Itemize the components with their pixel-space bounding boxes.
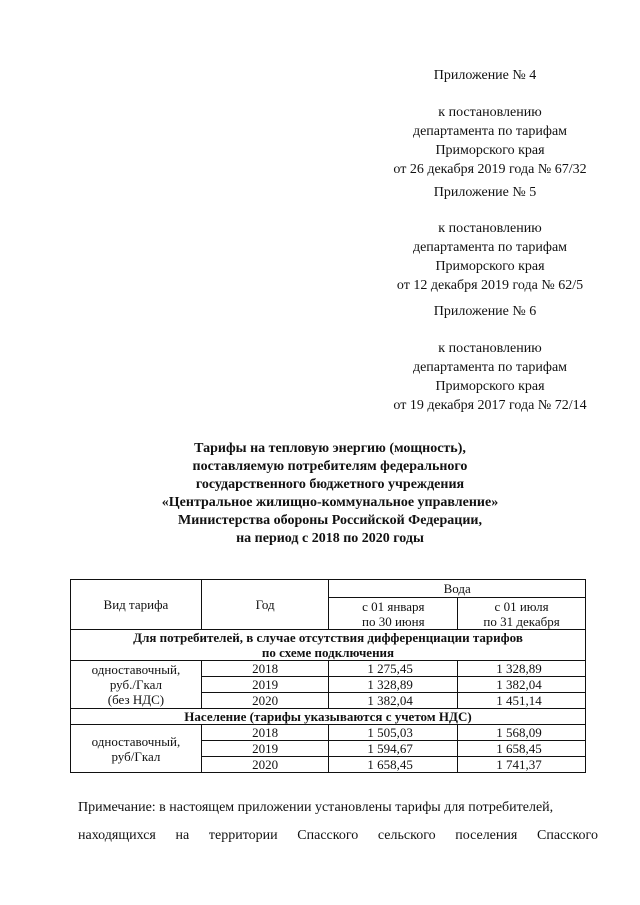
tariff-type-line: одноставочный, [91,662,181,677]
note-paragraph [78,794,598,850]
section-1-line: Для потребителей, в случае отсутствия дифференциации тарифов [133,630,523,645]
ref-line: департамента по тарифам [412,124,568,139]
value-cell: 1 741,37 [458,757,586,773]
section-1-heading [71,630,586,661]
tariff-type-cell [71,661,202,709]
appendix-6 [380,302,590,321]
appendix-number: Приложение № 4 [433,68,537,83]
value-cell: 1 594,67 [329,741,458,757]
note-line-1: Примечание: в настоящем приложении установлены тарифы для потребителей, [78,800,554,815]
tariff-type-line: руб/Гкал [111,748,161,764]
ref-line: от 12 декабря 2019 года № 62/5 [396,278,584,293]
table-row [71,725,586,741]
value-cell: 1 451,14 [458,693,586,709]
appendix-number: Приложение № 5 [433,185,537,200]
header-period-1-line: с 01 января [362,598,425,614]
tariff-type-cell [71,725,202,773]
header-period-2-line: по 31 декабря [483,613,560,629]
ref-line: от 26 декабря 2019 года № 67/32 [393,162,587,177]
ref-line: к постановлению [438,221,542,236]
ref-line: Приморского края [435,143,545,158]
header-period-2-line: с 01 июля [494,598,549,614]
table-header-row [71,580,586,598]
header-tariff-type: Вид тарифа [71,580,202,630]
header-period-1 [329,598,458,630]
value-cell: 1 505,03 [329,725,458,741]
value-cell: 1 658,45 [329,757,458,773]
value-cell: 1 275,45 [329,661,458,677]
note-word: территории [208,828,278,843]
document-title [120,440,540,548]
title-line: государственного бюджетного учреждения [195,477,465,492]
note-word: сельского [377,828,436,843]
header-year: Год [201,580,329,630]
tariff-type-line: руб./Гкал [109,677,162,692]
header-period-2 [458,598,586,630]
title-line: на период с 2018 по 2020 годы [236,531,424,546]
ref-line: Приморского края [435,259,545,274]
ref-line: департамента по тарифам [412,360,568,375]
appendix-5-ref [360,219,620,295]
title-line: поставляемую потребителям федерального [192,459,468,474]
title-line: Тарифы на тепловую энергию (мощность), [194,441,466,456]
tariff-type-line: (без НДС) [107,692,165,707]
year-cell: 2020 [201,693,329,709]
ref-line: от 19 декабря 2017 года № 72/14 [393,398,587,413]
year-cell: 2018 [201,725,329,741]
ref-line: к постановлению [438,105,542,120]
appendix-6-ref [360,339,620,415]
appendix-4-ref [360,103,620,179]
value-cell: 1 328,89 [458,661,586,677]
value-cell: 1 382,04 [329,693,458,709]
header-period-1-line: по 30 июня [362,613,425,629]
tariffs-table [70,579,586,773]
value-cell: 1 658,45 [458,741,586,757]
section-2-heading: Население (тарифы указываются с учетом НДС) [71,709,586,725]
value-cell: 1 568,09 [458,725,586,741]
value-cell: 1 328,89 [329,677,458,693]
section-row-1 [71,630,586,661]
note-word: Спасского [536,828,598,843]
appendix-5 [380,183,590,202]
ref-line: Приморского края [435,379,545,394]
ref-line: к постановлению [438,341,542,356]
title-line: «Центральное жилищно-коммунальное управление» [161,495,499,510]
appendix-4 [380,66,590,85]
header-water: Вода [329,580,586,598]
year-cell: 2020 [201,757,329,773]
ref-line: департамента по тарифам [412,240,568,255]
note-word: находящихся [78,828,156,843]
year-cell: 2019 [201,741,329,757]
note-line-2 [78,822,598,850]
note-word: поселения [455,828,518,843]
table-row [71,661,586,677]
year-cell: 2018 [201,661,329,677]
note-word: Спасского [297,828,359,843]
title-line: Министерства обороны Российской Федерации, [177,513,482,528]
section-1-line: по схеме подключения [261,645,395,660]
value-cell: 1 382,04 [458,677,586,693]
year-cell: 2019 [201,677,329,693]
section-row-2 [71,709,586,725]
note-word: на [175,828,190,843]
tariff-type-line: одноставочный, [91,733,181,749]
appendix-number: Приложение № 6 [433,304,537,319]
